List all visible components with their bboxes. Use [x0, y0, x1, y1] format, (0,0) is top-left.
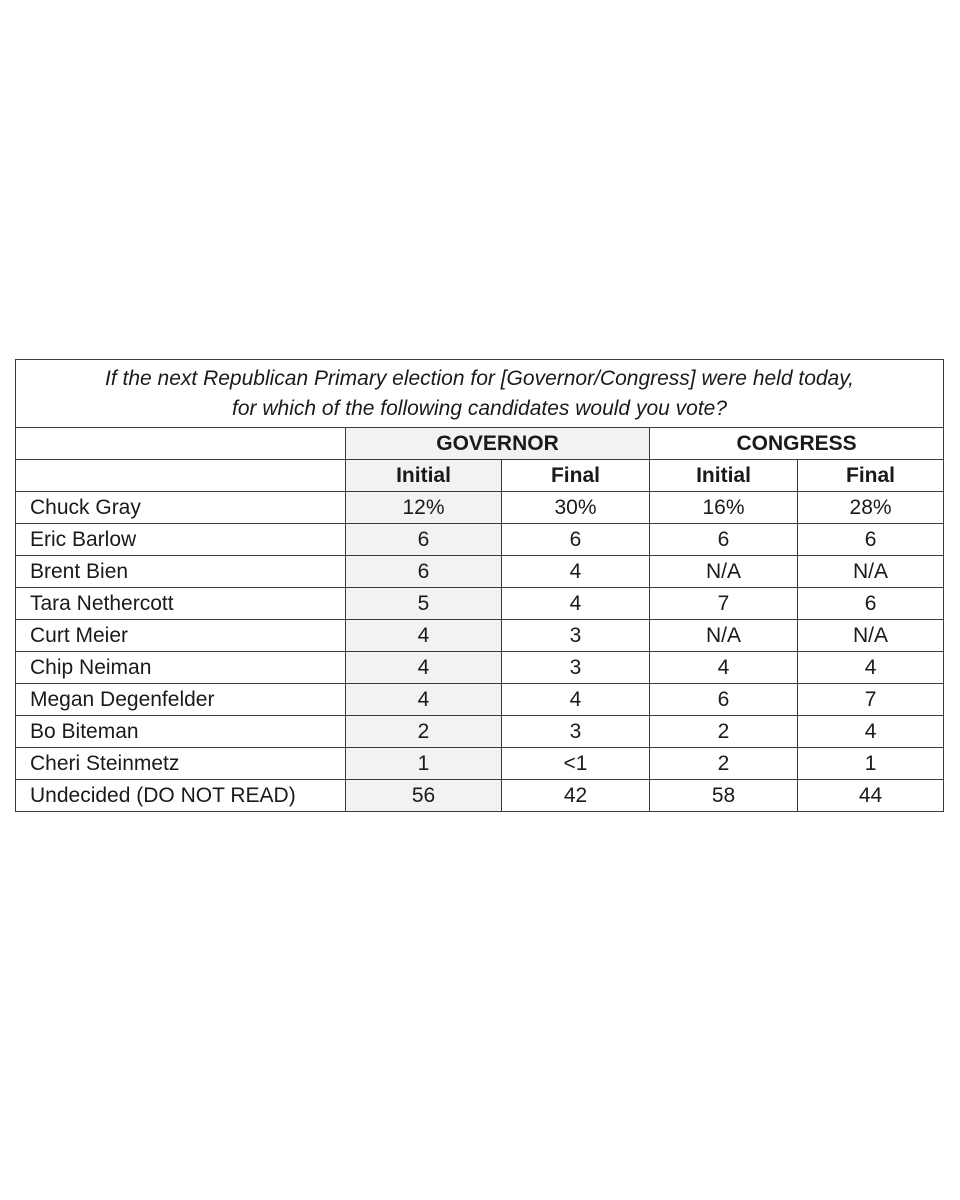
result-cell: 4 [346, 684, 502, 716]
result-cell: 3 [502, 620, 650, 652]
result-cell: N/A [650, 620, 798, 652]
candidate-name: Eric Barlow [16, 524, 346, 556]
result-cell: 6 [502, 524, 650, 556]
result-cell: <1 [502, 748, 650, 780]
result-cell: 16% [650, 492, 798, 524]
result-cell: 58 [650, 780, 798, 812]
congress-final-header: Final [798, 460, 944, 492]
candidate-name: Brent Bien [16, 556, 346, 588]
result-cell: 2 [650, 748, 798, 780]
result-cell: 12% [346, 492, 502, 524]
result-cell: 4 [798, 716, 944, 748]
result-cell: 3 [502, 716, 650, 748]
survey-question [16, 360, 944, 428]
candidate-name: Tara Nethercott [16, 588, 346, 620]
table-row [16, 716, 944, 748]
result-cell: 6 [346, 524, 502, 556]
result-cell: N/A [798, 620, 944, 652]
candidate-name: Megan Degenfelder [16, 684, 346, 716]
blank-header-cell [16, 428, 346, 460]
result-cell: 6 [650, 684, 798, 716]
result-cell: 42 [502, 780, 650, 812]
blank-subheader-cell [16, 460, 346, 492]
result-cell: 4 [502, 684, 650, 716]
result-cell: 7 [798, 684, 944, 716]
question-line-1: If the next Republican Primary election for [Governor/Congress] were held today, [105, 366, 855, 390]
result-cell: 4 [798, 652, 944, 684]
table-row [16, 556, 944, 588]
subheader-row [16, 460, 944, 492]
result-cell: 2 [650, 716, 798, 748]
result-cell: 28% [798, 492, 944, 524]
candidate-name: Chip Neiman [16, 652, 346, 684]
candidate-name: Curt Meier [16, 620, 346, 652]
candidate-name: Chuck Gray [16, 492, 346, 524]
result-cell: 1 [798, 748, 944, 780]
result-cell: 44 [798, 780, 944, 812]
governor-final-header: Final [502, 460, 650, 492]
result-cell: 4 [346, 652, 502, 684]
result-cell: 5 [346, 588, 502, 620]
table-row [16, 748, 944, 780]
result-cell: 2 [346, 716, 502, 748]
result-cell: 4 [502, 588, 650, 620]
result-cell: N/A [650, 556, 798, 588]
table-row [16, 620, 944, 652]
result-cell: 6 [798, 588, 944, 620]
result-cell: 6 [650, 524, 798, 556]
governor-header: GOVERNOR [346, 428, 650, 460]
result-cell: 56 [346, 780, 502, 812]
result-cell: 4 [346, 620, 502, 652]
table-row [16, 492, 944, 524]
table-row [16, 684, 944, 716]
result-cell: 4 [502, 556, 650, 588]
result-cell: 6 [346, 556, 502, 588]
result-cell: 7 [650, 588, 798, 620]
result-cell: 4 [650, 652, 798, 684]
group-header-row [16, 428, 944, 460]
congress-initial-header: Initial [650, 460, 798, 492]
result-cell: N/A [798, 556, 944, 588]
candidate-name: Undecided (DO NOT READ) [16, 780, 346, 812]
result-cell: 30% [502, 492, 650, 524]
question-row [16, 360, 944, 428]
candidate-name: Cheri Steinmetz [16, 748, 346, 780]
question-line-2: for which of the following candidates would you vote? [232, 396, 728, 420]
governor-initial-header: Initial [346, 460, 502, 492]
result-cell: 6 [798, 524, 944, 556]
congress-header: CONGRESS [650, 428, 944, 460]
result-cell: 1 [346, 748, 502, 780]
table-row [16, 588, 944, 620]
table-row [16, 524, 944, 556]
poll-results-table [15, 359, 944, 812]
table-row [16, 652, 944, 684]
candidate-name: Bo Biteman [16, 716, 346, 748]
result-cell: 3 [502, 652, 650, 684]
table-row [16, 780, 944, 812]
